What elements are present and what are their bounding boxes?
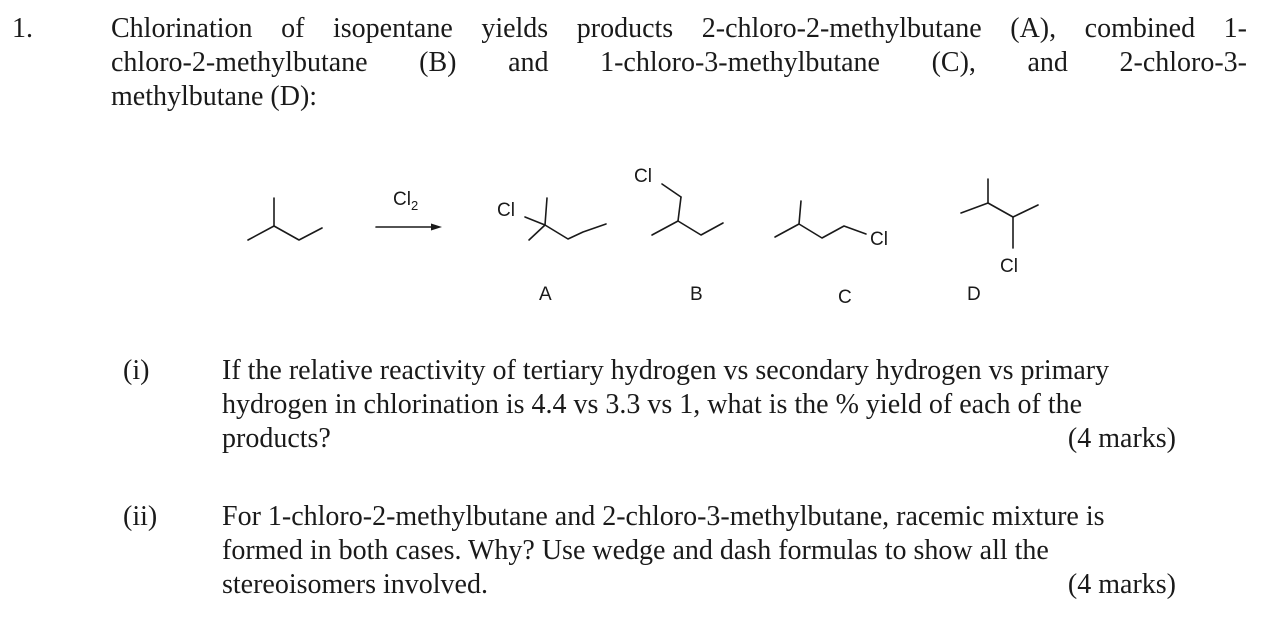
reaction-scheme-drawing <box>0 150 1268 320</box>
product-b-structure <box>652 221 723 235</box>
isopentane-structure <box>248 226 322 240</box>
subquestion-ii-line-2: formed in both cases. Why? Use wedge and dash formulas to show all the <box>222 535 1049 566</box>
question-intro <box>111 12 1247 114</box>
subquestion-ii-number: (ii) <box>123 501 158 532</box>
subquestion-ii-line-1: For 1-chloro-2-methylbutane and 2-chloro-3-methylbutane, racemic mixture is <box>222 501 1105 532</box>
subquestion-i <box>0 354 1268 464</box>
product-label-d: D <box>967 284 981 305</box>
subquestion-i-number: (i) <box>123 355 150 386</box>
intro-line-3: methylbutane (D): <box>111 81 318 112</box>
product-d-cl-label: Cl <box>1000 256 1018 277</box>
product-a-cl-label: Cl <box>497 200 515 221</box>
product-c-methyl-branch <box>799 201 801 224</box>
subquestion-ii-text <box>222 500 1212 602</box>
product-label-b: B <box>690 284 703 305</box>
product-d-structure <box>961 203 1038 217</box>
product-a-structure <box>525 217 606 239</box>
reaction-scheme <box>0 150 1268 320</box>
product-b-ch2cl <box>662 184 681 197</box>
reaction-arrowhead <box>431 224 442 231</box>
subquestion-i-text <box>222 354 1212 456</box>
product-label-a: A <box>539 284 552 305</box>
subquestion-ii <box>0 500 1268 610</box>
product-a-methyl-branch-2 <box>529 225 545 240</box>
product-b-cl-label: Cl <box>634 166 652 187</box>
subquestion-ii-line-3 <box>222 568 1212 602</box>
subquestion-i-marks: (4 marks) <box>1067 423 1176 454</box>
product-b-branch <box>678 197 681 221</box>
question-number: 1. <box>12 13 33 44</box>
subquestion-i-line-3 <box>222 422 1212 456</box>
product-label-c: C <box>838 287 852 308</box>
product-a-methyl-branch <box>545 198 547 225</box>
product-c-cl-label: Cl <box>870 229 888 250</box>
intro-line-2: chloro-2-methylbutane (B) and 1-chloro-3-methylbutane (C), and 2-chloro-3- <box>111 47 1247 78</box>
subquestion-i-line-3-text: products? <box>222 423 331 454</box>
subquestion-ii-line-3-text: stereoisomers involved. <box>222 569 488 600</box>
subquestion-i-line-2: hydrogen in chlorination is 4.4 vs 3.3 vs 1, what is the % yield of each of the <box>222 389 1083 420</box>
intro-line-1: Chlorination of isopentane yields products 2-chloro-2-methylbutane (A), combined 1- <box>111 13 1247 44</box>
subquestion-i-line-1: If the relative reactivity of tertiary hydrogen vs secondary hydrogen vs primary <box>222 355 1110 386</box>
subquestion-ii-marks: (4 marks) <box>1067 569 1176 600</box>
product-c-structure <box>775 224 866 238</box>
reagent-label: $Cl_2$ <box>393 189 419 213</box>
